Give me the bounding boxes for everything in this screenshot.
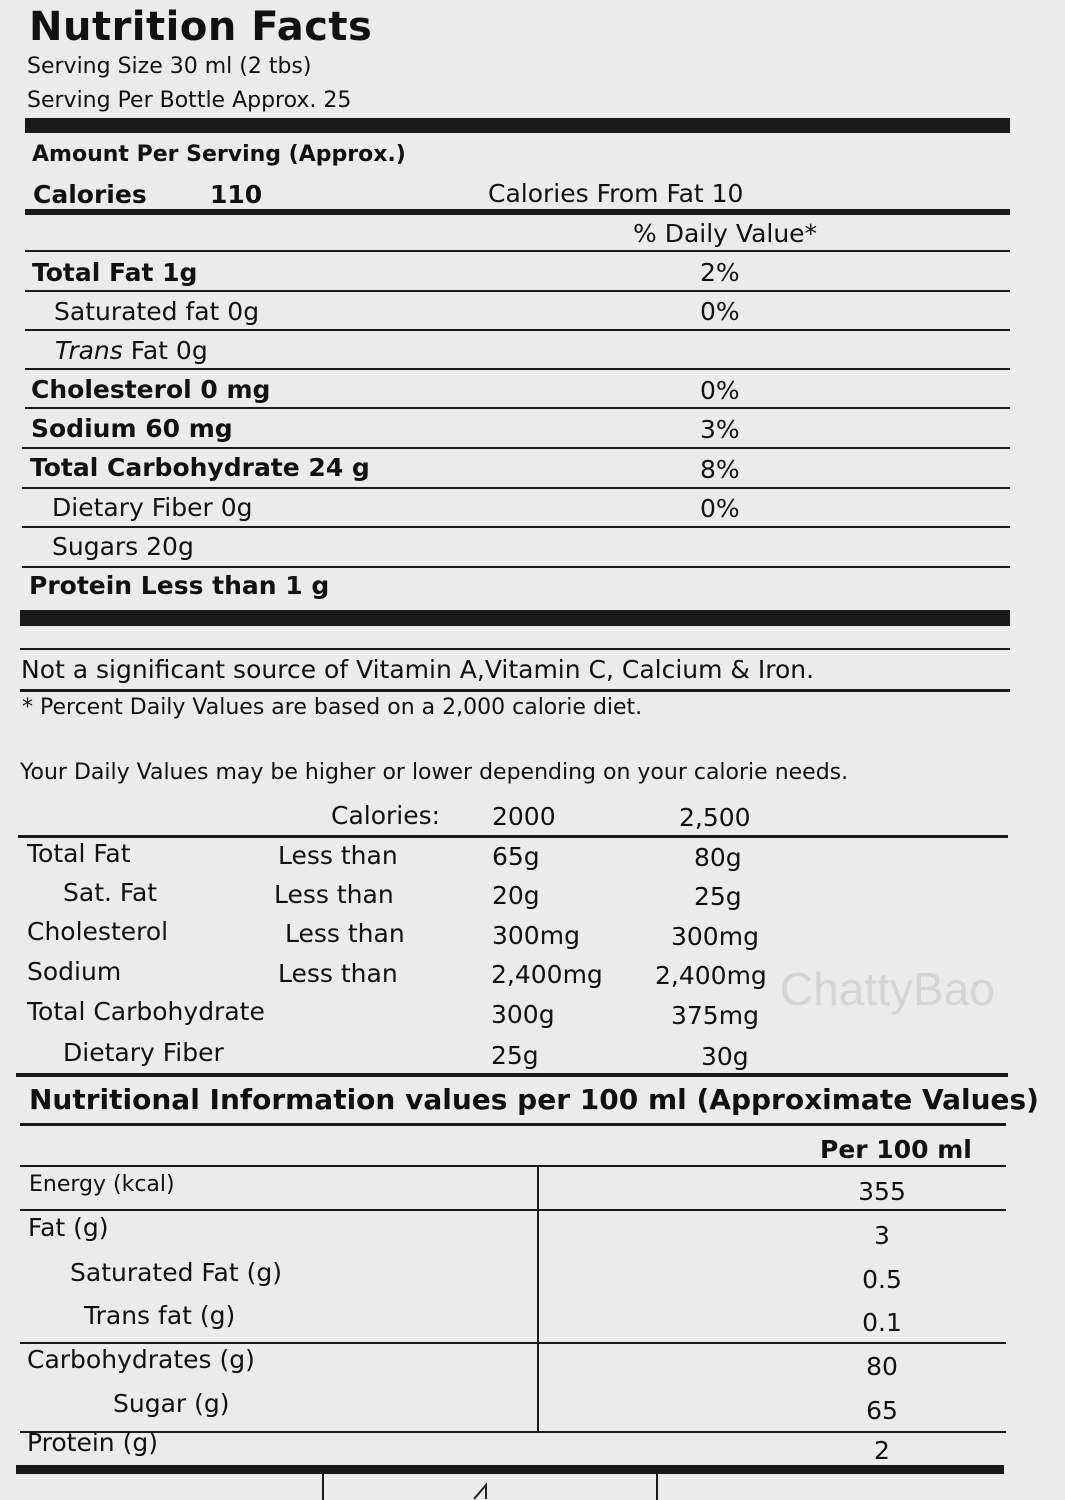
- divider: [22, 487, 1010, 489]
- divider: [22, 526, 1010, 528]
- percent-daily-note: * Percent Daily Values are based on a 2,000 calorie diet.: [22, 695, 643, 720]
- dv-row-nutrient: Cholesterol: [27, 917, 169, 946]
- divider: [18, 835, 1008, 838]
- nutrient-total-fat: Total Fat 1g: [32, 258, 198, 287]
- amount-per-serving: Amount Per Serving (Approx.): [32, 142, 406, 167]
- per100-row-label: Sugar (g): [113, 1389, 230, 1418]
- divider: [22, 447, 1010, 449]
- dv-row-2000: 20g: [492, 881, 540, 910]
- thick-divider: [25, 118, 1010, 133]
- nutrient-sugars: Sugars 20g: [52, 532, 194, 561]
- divider: [25, 368, 1010, 370]
- dv-row-2000: 2,400mg: [491, 960, 603, 989]
- dv-row-qualifier: Less than: [285, 919, 405, 948]
- nutrient-total-carbohydrate: Total Carbohydrate 24 g: [30, 453, 370, 482]
- dv-dietary-fiber: 0%: [700, 494, 740, 523]
- divider: [20, 1431, 1006, 1433]
- per100-row-label: Protein (g): [27, 1428, 158, 1457]
- dv-cholesterol: 0%: [700, 376, 740, 405]
- trans-rest: Fat 0g: [122, 336, 208, 365]
- dv-row-2000: 300mg: [492, 921, 580, 950]
- calories-label: Calories: [33, 180, 147, 209]
- dv-row-2000: 65g: [492, 842, 540, 871]
- vitamins-note: Not a significant source of Vitamin A,Vitamin C, Calcium & Iron.: [21, 655, 815, 684]
- dv-table-col-2000: 2000: [492, 802, 556, 831]
- dv-row-2500: 30g: [701, 1042, 749, 1071]
- nutrient-trans-fat: [55, 336, 208, 365]
- dv-row-2500: 25g: [694, 882, 742, 911]
- divider: [25, 407, 1010, 409]
- watermark: ChattyBao: [780, 963, 995, 1015]
- divider: [20, 648, 1010, 650]
- dv-saturated-fat: 0%: [700, 297, 740, 326]
- divider: [25, 290, 1010, 292]
- calories-from-fat: Calories From Fat 10: [488, 179, 744, 208]
- per100-row-value: 80: [866, 1352, 898, 1381]
- dv-row-nutrient: Total Carbohydrate: [27, 997, 265, 1026]
- label-title: Nutrition Facts: [29, 4, 373, 50]
- per100-row-label: Carbohydrates (g): [27, 1345, 255, 1374]
- divider: [25, 329, 1010, 331]
- dv-row-2500: 80g: [694, 843, 742, 872]
- dv-row-2500: 300mg: [671, 922, 759, 951]
- per100-row-value: 3: [874, 1221, 890, 1250]
- per100-row-value: 2: [874, 1436, 890, 1465]
- dv-table-calories-label: Calories:: [331, 801, 441, 830]
- serving-size: Serving Size 30 ml (2 tbs): [27, 54, 312, 79]
- divider: [20, 689, 1010, 692]
- per100-row-value: 355: [858, 1177, 906, 1206]
- partial-glyph-icon: [472, 1482, 496, 1500]
- divider: [20, 1123, 1006, 1126]
- daily-value-header: % Daily Value*: [633, 219, 818, 248]
- dv-table-col-2500: 2,500: [679, 803, 751, 832]
- nutrient-dietary-fiber: Dietary Fiber 0g: [52, 493, 253, 522]
- per100-row-label: Energy (kcal): [29, 1172, 175, 1197]
- divider: [25, 250, 1010, 252]
- per100-title: Nutritional Information values per 100 ml (Approximate Values): [29, 1083, 1039, 1116]
- per100-row-value: 0.1: [862, 1308, 902, 1337]
- divider: [22, 566, 1010, 568]
- trans-italic: Trans: [55, 336, 123, 365]
- thick-divider: [16, 1465, 1004, 1474]
- thick-divider: [20, 610, 1010, 626]
- nutrient-protein: Protein Less than 1 g: [29, 571, 330, 600]
- per100-row-label: Fat (g): [28, 1213, 109, 1242]
- bottom-tick: [322, 1474, 324, 1500]
- medium-divider: [25, 209, 1010, 215]
- dv-total-fat: 2%: [700, 258, 740, 287]
- dv-row-2000: 300g: [491, 1000, 555, 1029]
- divider: [20, 1209, 1006, 1211]
- dv-row-2500: 375mg: [671, 1001, 759, 1030]
- servings-per-bottle: Serving Per Bottle Approx. 25: [27, 88, 352, 113]
- nutrient-sodium: Sodium 60 mg: [31, 414, 233, 443]
- dv-row-qualifier: Less than: [274, 880, 394, 909]
- divider: [20, 1342, 1006, 1344]
- dv-row-nutrient: Sat. Fat: [63, 878, 158, 907]
- dv-row-2000: 25g: [491, 1041, 539, 1070]
- nutrient-saturated-fat: Saturated fat 0g: [54, 297, 260, 326]
- nutrient-cholesterol: Cholesterol 0 mg: [31, 375, 271, 404]
- dv-row-nutrient: Dietary Fiber: [63, 1038, 224, 1067]
- bottom-tick: [656, 1474, 658, 1500]
- dv-row-qualifier: Less than: [278, 841, 398, 870]
- per100-row-value: 65: [866, 1396, 898, 1425]
- calories-value: 110: [210, 180, 263, 209]
- per100-col-header: Per 100 ml: [820, 1135, 972, 1164]
- dv-total-carbohydrate: 8%: [700, 455, 740, 484]
- divider: [16, 1073, 1008, 1077]
- dv-row-nutrient: Sodium: [27, 957, 122, 986]
- divider: [20, 1165, 1006, 1167]
- dv-row-nutrient: Total Fat: [27, 839, 131, 868]
- per100-row-label: Trans fat (g): [84, 1301, 236, 1330]
- dv-row-qualifier: Less than: [278, 959, 398, 988]
- per100-row-value: 0.5: [862, 1265, 902, 1294]
- daily-values-note: Your Daily Values may be higher or lower depending on your calorie needs.: [20, 760, 849, 785]
- column-divider: [537, 1166, 539, 1431]
- dv-row-2500: 2,400mg: [655, 961, 767, 990]
- per100-row-label: Saturated Fat (g): [70, 1258, 282, 1287]
- dv-sodium: 3%: [700, 415, 740, 444]
